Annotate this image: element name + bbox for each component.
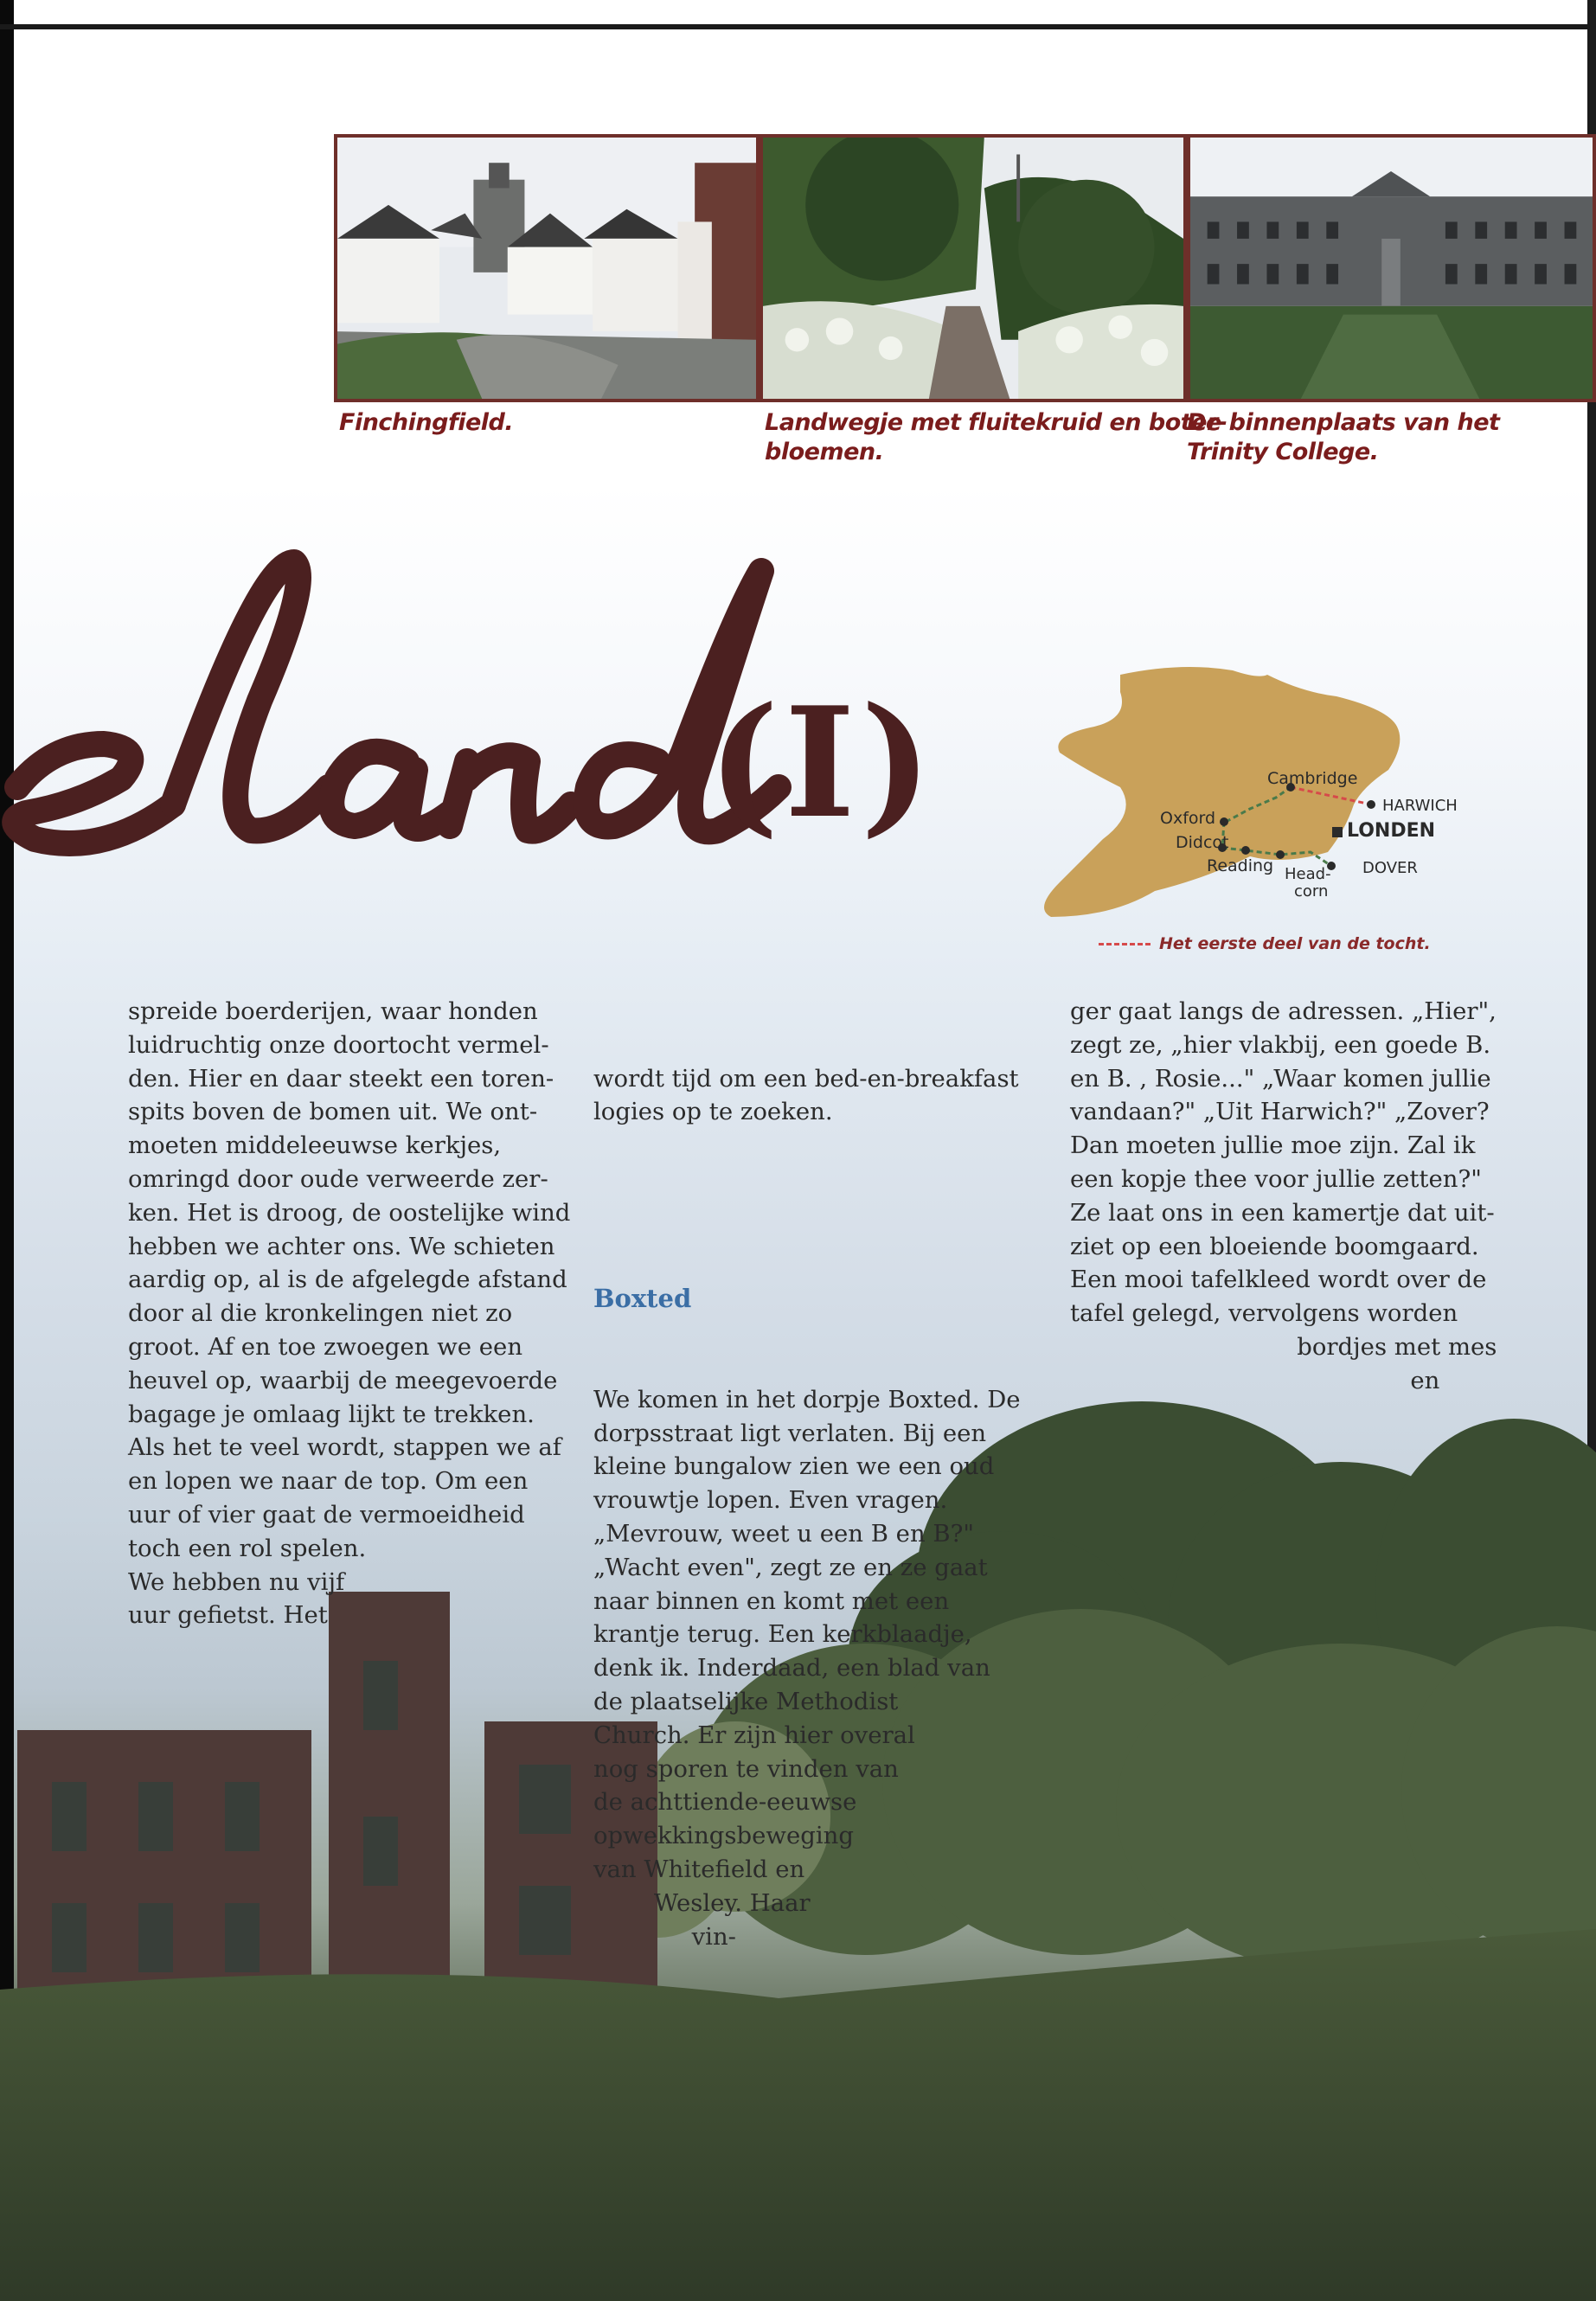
- text-line: den. Hier en daar steekt een toren-: [128, 1064, 554, 1093]
- text-line: ger gaat langs de adressen. „Hier",: [1070, 997, 1497, 1025]
- text-line: We hebben nu vijf: [128, 1567, 345, 1596]
- text-line: We komen in het dorpje Boxted. De: [593, 1385, 1021, 1413]
- map-label-reading: Reading: [1207, 856, 1274, 875]
- column-middle: [593, 995, 1021, 2021]
- text-line: aardig op, al is de afgelegde afstand: [128, 1266, 567, 1294]
- column-middle-body: [593, 1383, 1021, 1954]
- text-line: nog sporen te vinden van: [593, 1754, 899, 1783]
- title-part-number: (I): [708, 675, 938, 852]
- map-label-harwich: HARWICH: [1382, 797, 1458, 815]
- map-legend: [1099, 934, 1431, 953]
- map-label-headcorn-2: corn: [1294, 882, 1329, 901]
- text-line: opwekkingsbeweging: [593, 1822, 854, 1850]
- caption-trinity-college: De binnenplaats van het Trinity College.: [1187, 409, 1500, 465]
- text-line: Een mooi tafelkleed wordt over de: [1070, 1266, 1487, 1294]
- map-label-londen: LONDEN: [1347, 820, 1436, 842]
- text-line: van Whitefield en: [593, 1855, 805, 1883]
- text-line: en: [1070, 1366, 1440, 1394]
- text-line: spits boven de bomen uit. We ont-: [128, 1098, 538, 1126]
- map-label-cambridge: Cambridge: [1267, 769, 1358, 788]
- text-line: ziet op een bloeiende boomgaard.: [1070, 1232, 1479, 1260]
- text-line: naar binnen en komt met een: [593, 1586, 950, 1615]
- text-line: toch een rol spelen.: [128, 1534, 367, 1562]
- route-map: [1034, 657, 1484, 934]
- text-line: denk ik. Inderdaad, een blad van: [593, 1654, 990, 1682]
- text-line: „Wacht even", zegt ze en ze gaat: [593, 1553, 988, 1581]
- column-middle-intro: [593, 1062, 1021, 1130]
- text-line: een kopje thee voor jullie zetten?": [1070, 1164, 1482, 1193]
- map-label-didcot: Didcot: [1176, 833, 1229, 852]
- text-line: Ze laat ons in een kamertje dat uit-: [1070, 1198, 1495, 1227]
- text-line: Wesley. Haar: [593, 1888, 811, 1917]
- text-line: en B. , Rosie..." „Waar komen jullie: [1070, 1064, 1491, 1093]
- top-rule: [0, 24, 1596, 29]
- text-line: de plaatselijke Methodist: [593, 1687, 899, 1715]
- text-line: krantje terug. Een kerkblaadje,: [593, 1620, 972, 1649]
- text-line: wordt tijd om een bed-en-breakfast: [593, 1064, 1019, 1093]
- text-line: Als het te veel wordt, stappen we af: [128, 1433, 561, 1462]
- text-line: bagage je omlaag lijkt te trekken.: [128, 1400, 535, 1428]
- map-legend-text: Het eerste deel van de tocht.: [1159, 934, 1431, 953]
- text-line: en lopen we naar de top. Om een: [128, 1467, 529, 1496]
- text-line: vandaan?" „Uit Harwich?" „Zover?: [1070, 1098, 1490, 1126]
- section-heading-boxted: Boxted: [593, 1284, 692, 1314]
- text-line: moeten middeleeuwse kerkjes,: [128, 1131, 502, 1160]
- text-line: spreide boerderijen, waar honden: [128, 997, 538, 1025]
- text-line: vin-: [593, 1922, 736, 1951]
- text-line: hebben we achter ons. We schieten: [128, 1232, 555, 1260]
- text-line: dorpsstraat ligt verlaten. Bij een: [593, 1419, 987, 1447]
- text-line: omringd door oude verweerde zer-: [128, 1164, 548, 1193]
- text-line: vrouwtje lopen. Even vragen.: [593, 1486, 948, 1515]
- text-line: uur of vier gaat de vermoeidheid: [128, 1500, 525, 1529]
- text-line: bordjes met mes: [1070, 1332, 1497, 1361]
- caption-country-lane: Landwegje met fluitekruid en boter- bloemen.: [765, 409, 1227, 465]
- photo-finchingfield: [334, 134, 760, 402]
- text-line: Church. Er zijn hier overal: [593, 1721, 915, 1749]
- photo-country-lane: [760, 134, 1187, 402]
- text-line: tafel gelegd, vervolgens worden: [1070, 1299, 1458, 1328]
- text-line: kleine bungalow zien we een oud: [593, 1452, 995, 1481]
- text-line: de achttiende-eeuwse: [593, 1788, 857, 1817]
- legend-dashed-line: [1099, 943, 1151, 945]
- caption-finchingfield: Finchingfield.: [339, 409, 514, 436]
- column-left: [128, 995, 570, 1632]
- text-line: luidruchtig onze doortocht vermel-: [128, 1030, 549, 1059]
- photo-trinity-college: [1187, 134, 1596, 402]
- text-line: Dan moeten jullie moe zijn. Zal ik: [1070, 1131, 1476, 1160]
- text-line: groot. Af en toe zwoegen we een: [128, 1332, 523, 1361]
- map-label-dover: DOVER: [1362, 859, 1418, 877]
- text-line: zegt ze, „hier vlakbij, een goede B.: [1070, 1030, 1491, 1059]
- text-line: uur gefietst. Het: [128, 1601, 328, 1630]
- text-line: ken. Het is droog, de oostelijke wind: [128, 1198, 571, 1227]
- text-line: logies op te zoeken.: [593, 1098, 833, 1126]
- text-line: „Mevrouw, weet u een B en B?": [593, 1519, 974, 1548]
- map-label-oxford: Oxford: [1160, 809, 1216, 828]
- text-line: heuvel op, waarbij de meegevoerde: [128, 1366, 558, 1394]
- column-right: [1070, 995, 1497, 1398]
- map-label-headcorn-1: Head-: [1285, 865, 1331, 883]
- text-line: door al die kronkelingen niet zo: [128, 1299, 513, 1328]
